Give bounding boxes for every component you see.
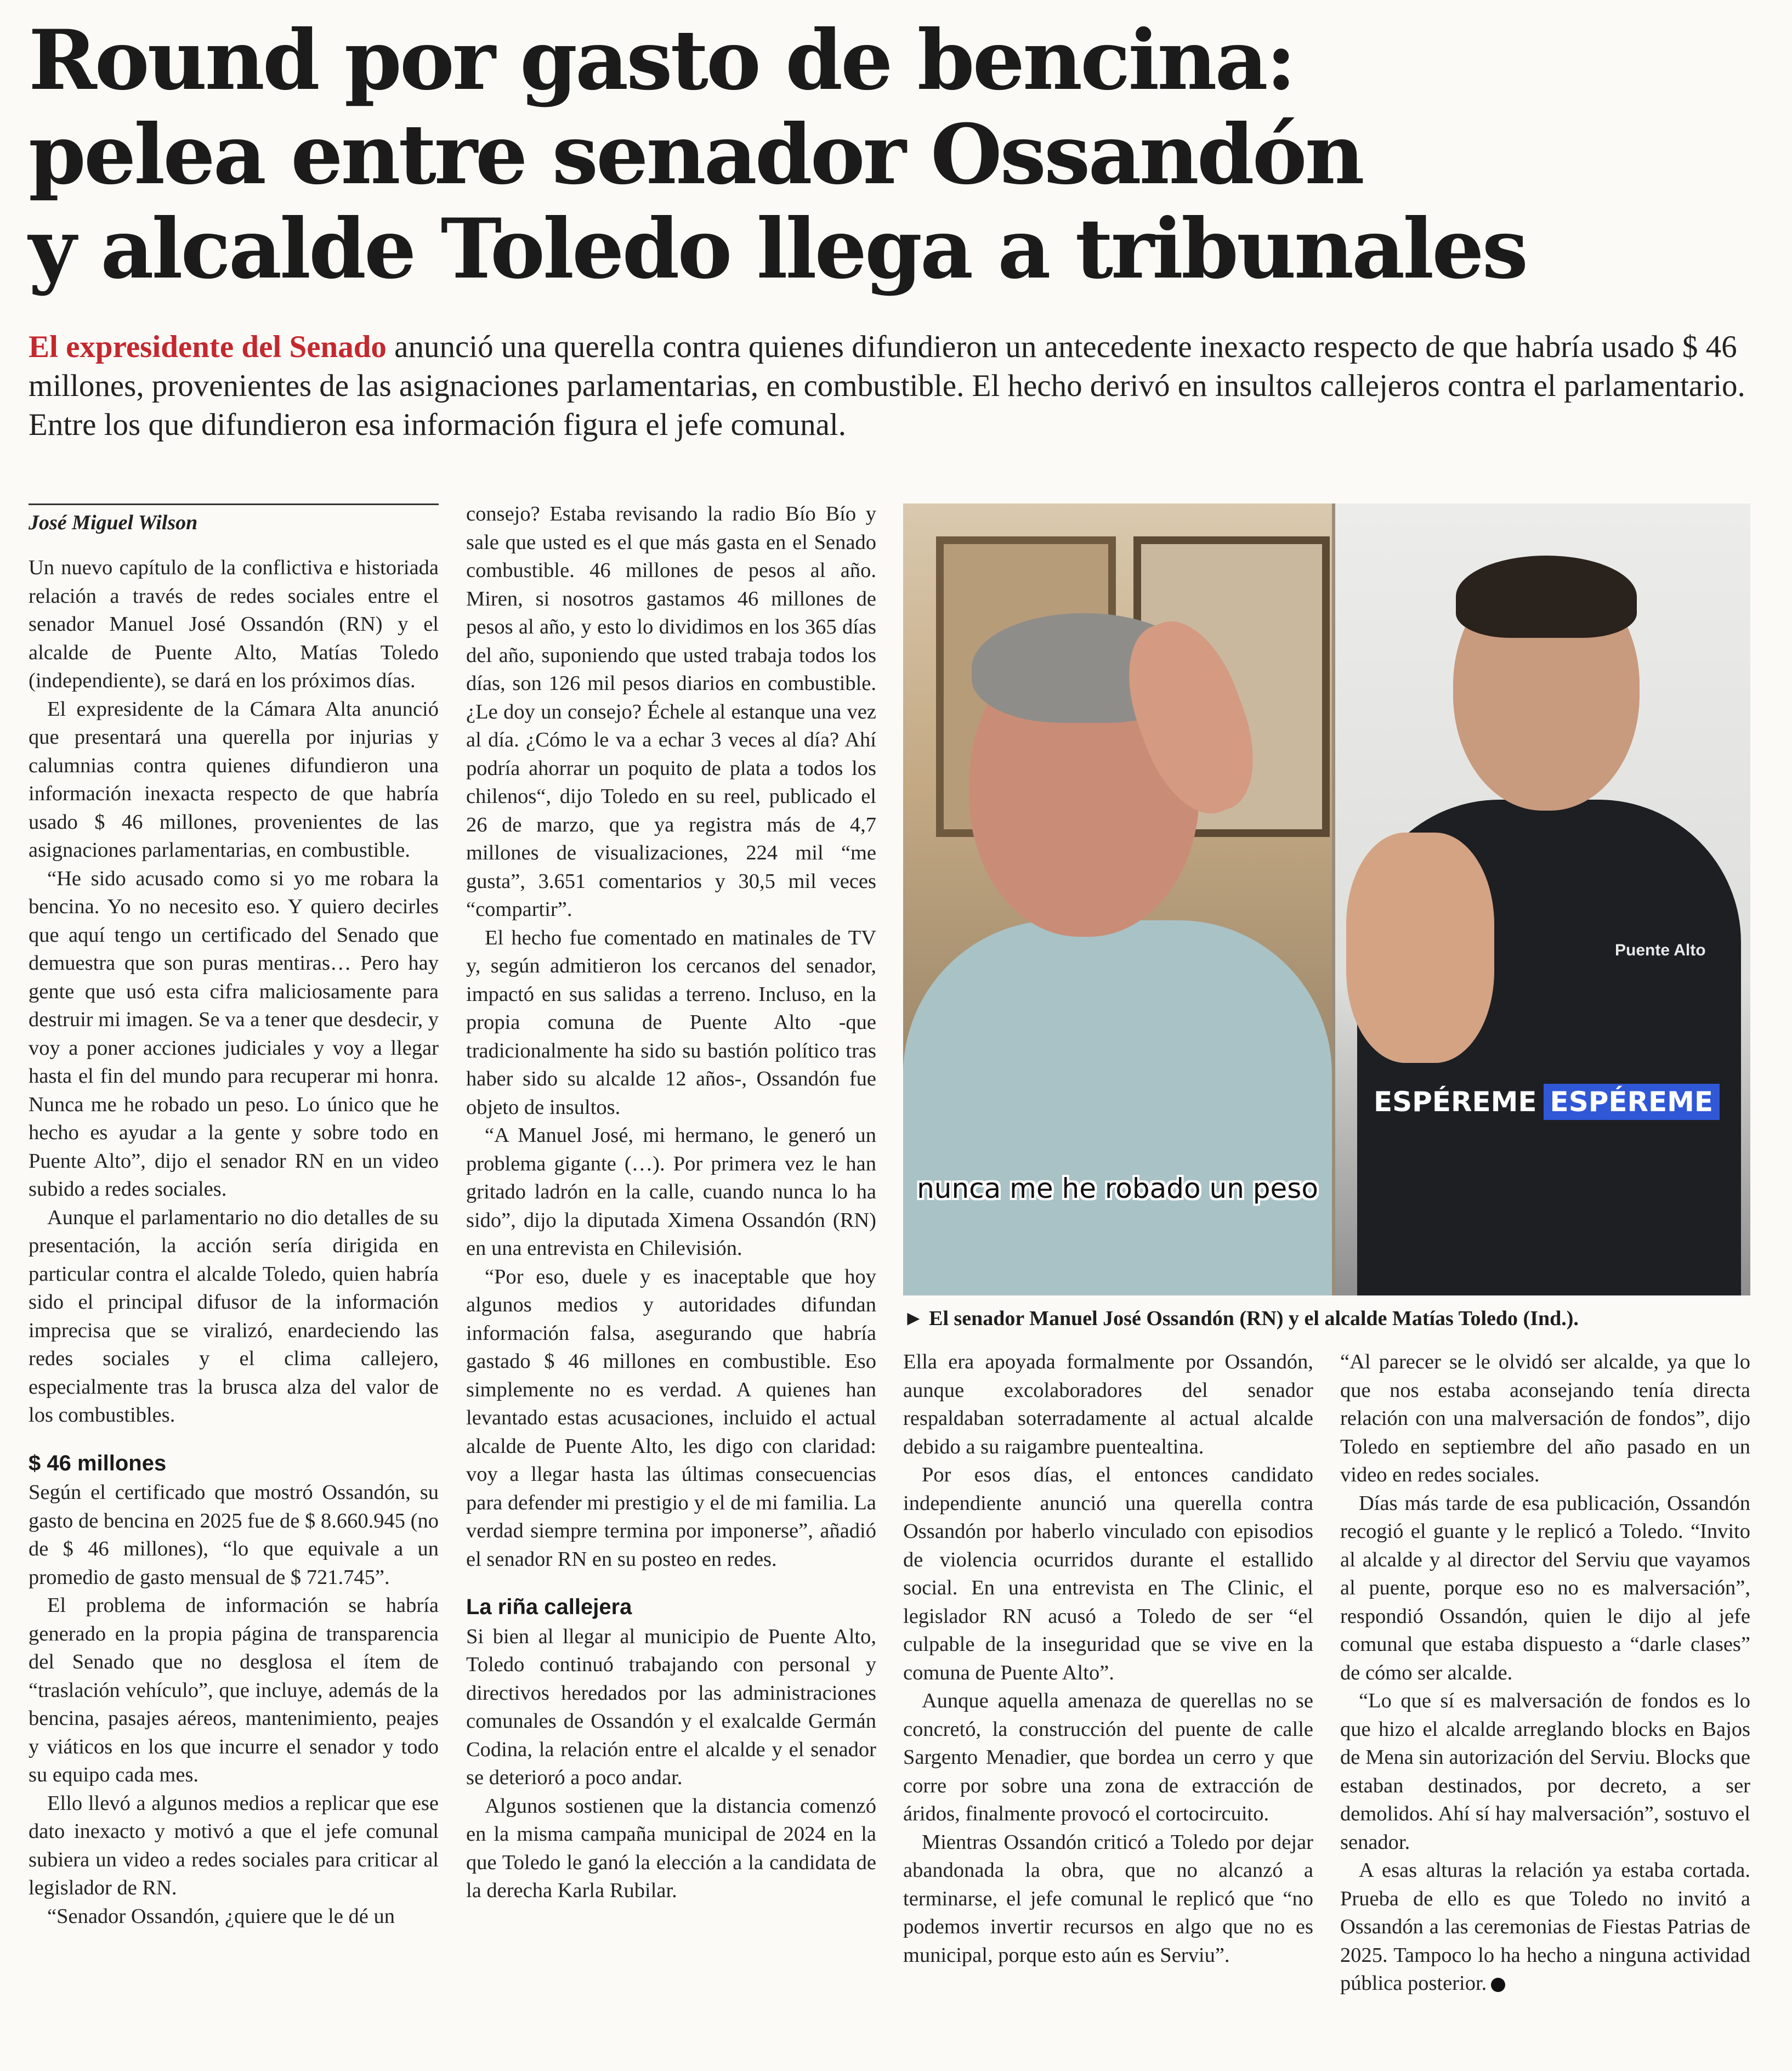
paragraph: Algunos sostienen que la distancia comenzó en la misma campaña municipal de 2024 en la que Toledo le ganó la elección a la candidata de la derecha Karla Rubilar. [466, 1794, 876, 1902]
headline-line-3: y alcalde Toledo llega a tribunales [29, 201, 1527, 297]
lead-kicker: El expresidente del Senado [29, 330, 387, 364]
paragraph: “Lo que sí es malversación de fondos es lo que hizo el alcalde arreglando blocks en Bajos de Mena sin autorización del Serviu. Blocks que estaban destinados, por decreto, a ser demolidos. Ahí sí hay malversación”, sostuvo el senador. [1340, 1689, 1750, 1854]
paragraph: “Al parecer se le olvidó ser alcalde, ya que lo que nos estaba aconsejando tenía directa relación con una malversación de fondos”, dijo Toledo en septiembre del año pasado en un video en redes sociales. [1340, 1350, 1750, 1486]
paragraph: El problema de información se habría generado en la propia página de transparencia del Senado que no desglosa el ítem de “traslación vehículo”, que incluye, además de la bencina, pasajes aéreos, mantenimiento, peajes y viáticos en los que incurre el senador y todo su equipo cada mes. [29, 1594, 439, 1786]
photo-caption: ► El senador Manuel José Ossandón (RN) y el alcalde Matías Toledo (Ind.). [903, 1307, 1579, 1330]
senator-shirt [903, 920, 1332, 1295]
article-column-4 [1340, 1348, 1750, 1998]
paragraph: Ella era apoyada formalmente por Ossandón, aunque excolaboradores del senador respaldaban soterradamente al actual alcalde debido a su raigambre puentealtina. [903, 1350, 1313, 1458]
article-column-2 [466, 500, 876, 1905]
lead-text: anunció una querella contra quienes difundieron un antecedente inexacto respecto de que habría usado $ 46 millones, provenientes de las asignaciones parlamentarias, en combustible. El hecho derivó en insultos callejeros contra el parlamentario. Entre los que difundieron esa información figura el jefe comunal. [29, 330, 1745, 442]
video-subtitle-senator: nunca me he robado un peso [917, 1173, 1318, 1204]
article-column-3 [903, 1348, 1313, 1970]
headline [29, 13, 1756, 296]
paragraph: Aunque el parlamentario no dio detalles de su presentación, la acción sería dirigida en particular contra el alcalde Toledo, quien habría sido el principal difusor de la información imprecisa que se viralizó, enardeciendo las redes sociales y el clima callejero, especialmente tras la brusca alza del valor de los combustibles. [29, 1206, 439, 1427]
paragraph: Por esos días, el entonces candidato independiente anunció una querella contra Ossandón por haberlo vinculado con episodios de violencia ocurridos durante el estallido social. En una entrevista en The Clinic, el legislador RN acusó a Toledo de ser “el culpable de la inseguridad que se vive en la comuna de Puente Alto”. [903, 1463, 1313, 1684]
article-column-1 [29, 554, 439, 1931]
lead-paragraph [29, 327, 1756, 444]
headline-line-2: pelea entre senador Ossandón [29, 106, 1363, 203]
article-photo [903, 503, 1750, 1295]
headline-line-1: Round por gasto de bencina: [29, 12, 1295, 109]
paragraph: El hecho fue comentado en matinales de TV y, según admitieron los cercanos del senador, impactó en sus salidas a terreno. Incluso, en la propia comuna de Puente Alto -que tradicionalmente ha sido su bastión político tras haber sido su alcalde 12 años-, Ossandón fue objeto de insultos. [466, 926, 876, 1119]
paragraph: Ello llevó a algunos medios a replicar que ese dato inexacto y motivó a que el jefe comunal subiera un video a redes sociales para criticar al legislador de RN. [29, 1791, 439, 1899]
subheading: $ 46 millones [29, 1451, 167, 1475]
video-subtitle-mayor [1374, 1086, 1720, 1118]
paragraph: Según el certificado que mostró Ossandón, su gasto de bencina en 2025 fue de $ 8.660.945 (no de $ 46 millones), “lo que equivale a un promedio de gasto mensual de $ 721.745”. [29, 1481, 439, 1589]
paragraph: Un nuevo capítulo de la conflictiva e historiada relación a través de redes sociales entre el senador Manuel José Ossandón (RN) y el alcalde de Puente Alto, Matías Toledo (independiente), se dará en los próximos días. [29, 556, 439, 692]
paragraph: Aunque aquella amenaza de querellas no se concretó, la construcción del puente de calle Sargento Menadier, que bordea un cerro y que corre por sobre una zona de extracción de áridos, finalmente provocó el cortocircuito. [903, 1689, 1313, 1825]
subheading: La riña callejera [466, 1595, 632, 1619]
closing-text: A esas alturas la relación ya estaba cortada. Prueba de ello es que Toledo no invitó a Ossandón a las ceremonias de Fiestas Patrias de 2025. Tampoco lo ha hecho a ninguna actividad pública posterior. [1340, 1859, 1750, 1995]
subtitle-word-highlighted: ESPÉREME [1544, 1084, 1720, 1120]
paragraph: “A Manuel José, mi hermano, le generó un problema gigante (…). Por primera vez le han gritado ladrón en la calle, cuando nunca lo ha sido”, dijo la diputada Ximena Ossandón (RN) en una entrevista en Chilevisión. [466, 1124, 876, 1260]
paragraph: consejo? Estaba revisando la radio Bío Bío y sale que usted es el que más gasta en el Senado combustible. 46 millones de pesos al año. Miren, si nosotros gastamos 46 millones de pesos al año, y esto lo dividimos en los 365 días del año, suponiendo que usted trabaja todos los días, son 126 mil pesos diarios en combustible. ¿Le doy un consejo? Échele al estanque una vez al día. ¿Cómo le va a echar 3 veces al día? Ahí podría ahorrar un poquito de plata a todos los chilenos“, dijo Toledo en su reel, publicado el 26 de marzo, que ya registra más de 4,7 millones de visualizaciones, 224 mil “me gusta”, 3.651 comentarios y 30,5 mil veces “compartir”. [466, 502, 876, 921]
photo-mayor [1335, 503, 1750, 1295]
byline: José Miguel Wilson [29, 503, 439, 535]
paragraph [1340, 1857, 1750, 1998]
subtitle-word: ESPÉREME [1374, 1086, 1537, 1118]
paragraph: “Senador Ossandón, ¿quiere que le dé un [47, 1904, 395, 1928]
end-of-article-icon [1491, 1978, 1505, 1992]
paragraph: “He sido acusado como si yo me robara la bencina. Yo no necesito eso. Y quiero decirles que aquí tengo un certificado del Senado que demuestra que son puras mentiras… Pero hay gente que usó esta cifra maliciosamente para destruir mi imagen. Se va a tener que desdecir, y voy a poner acciones judiciales y voy a llegar hasta el fin del mundo para recuperar mi honra. Nunca me he robado un peso. Lo único que he hecho es ayudar a la gente y sobre todo en Puente Alto”, dijo el senador RN en un video subido a redes sociales. [29, 867, 439, 1201]
paragraph: Mientras Ossandón criticó a Toledo por dejar abandonada la obra, que no alcanzó a terminarse, el jefe comunal le replicó que “no podemos invertir recursos en algo que no es municipal, porque esto aún es Serviu”. [903, 1830, 1313, 1967]
puente-alto-logo: Puente Alto [1615, 941, 1706, 959]
mayor-raised-hand [1346, 833, 1494, 1063]
photo-senator [903, 503, 1332, 1295]
paragraph: “Por eso, duele y es inaceptable que hoy algunos medios y autoridades difundan información falsa, asegurando que habría gastado $ 46 millones en combustible. Eso simplemente no es verdad. A quienes han levantado estas acusaciones, incluido el actual alcalde de Puente Alto, les digo con claridad: voy a llegar hasta las últimas consecuencias para defender mi prestigio y el de mi familia. La verdad siempre termina por imponerse”, añadió el senador RN en su posteo en redes. [466, 1265, 876, 1571]
paragraph: Días más tarde de esa publicación, Ossandón recogió el guante y le replicó a Toledo. “Invito al alcalde y al director del Serviu que vayamos al puente, porque eso no es malversación”, respondió Ossandón, quien le dijo al jefe comunal que estaba dispuesto a “darle clases” de cómo ser alcalde. [1340, 1491, 1750, 1684]
paragraph: El expresidente de la Cámara Alta anunció que presentará una querella por injurias y calumnias contra quienes difundieron una información inexacta respecto de que habría usado $ 46 millones, provenientes de las asignaciones parlamentarias, en combustible. [29, 697, 439, 862]
mayor-hair [1456, 556, 1637, 638]
paragraph: Si bien al llegar al municipio de Puente Alto, Toledo continuó trabajando con personal y directivos heredados por las administraciones comunales de Ossandón y el exalcalde Germán Codina, la relación entre el alcalde y el senador se deterioró a poco andar. [466, 1625, 876, 1789]
